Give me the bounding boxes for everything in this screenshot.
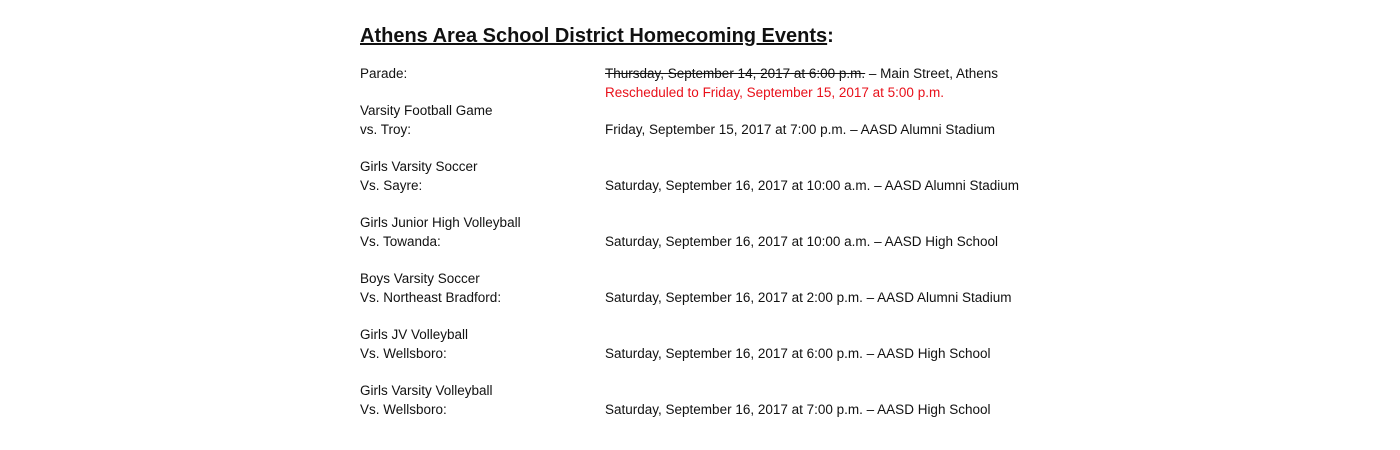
event-item bbox=[360, 381, 1060, 419]
event-title: Boys Varsity Soccer bbox=[360, 271, 480, 286]
page-title-text: Athens Area School District Homecoming Events bbox=[360, 25, 828, 47]
event-title: Girls Varsity Soccer bbox=[360, 159, 478, 174]
event-item bbox=[360, 157, 1060, 195]
event-item bbox=[360, 325, 1060, 363]
event-opponent: Vs. Towanda: bbox=[360, 234, 441, 249]
event-detail: Saturday, September 16, 2017 at 10:00 a.m. – AASD High School bbox=[605, 234, 998, 249]
cancelled-date: Thursday, September 14, 2017 at 6:00 p.m. bbox=[605, 66, 866, 81]
event-detail bbox=[605, 64, 998, 102]
event-opponent: Vs. Wellsboro: bbox=[360, 346, 447, 361]
page-title bbox=[360, 22, 1060, 50]
event-parade bbox=[360, 64, 1060, 100]
event-opponent: Vs. Wellsboro: bbox=[360, 402, 447, 417]
event-detail: Saturday, September 16, 2017 at 10:00 a.m. – AASD Alumni Stadium bbox=[605, 178, 1019, 193]
event-item bbox=[360, 101, 1060, 139]
event-title: Varsity Football Game bbox=[360, 103, 493, 118]
event-title: Girls Varsity Volleyball bbox=[360, 383, 493, 398]
event-location: – Main Street, Athens bbox=[865, 66, 998, 81]
document bbox=[360, 22, 1060, 437]
event-label: Parade: bbox=[360, 66, 408, 81]
rescheduled-note: Rescheduled to Friday, September 15, 2017 at 5:00 p.m. bbox=[605, 85, 944, 100]
event-item bbox=[360, 269, 1060, 307]
event-detail: Friday, September 15, 2017 at 7:00 p.m. – AASD Alumni Stadium bbox=[605, 122, 995, 137]
event-detail: Saturday, September 16, 2017 at 2:00 p.m. – AASD Alumni Stadium bbox=[605, 290, 1012, 305]
event-item bbox=[360, 213, 1060, 251]
event-opponent: Vs. Sayre: bbox=[360, 178, 423, 193]
event-opponent: vs. Troy: bbox=[360, 122, 412, 137]
page-title-colon: : bbox=[827, 25, 834, 47]
event-title: Girls Junior High Volleyball bbox=[360, 215, 521, 230]
event-title: Girls JV Volleyball bbox=[360, 327, 469, 342]
event-opponent: Vs. Northeast Bradford: bbox=[360, 290, 502, 305]
event-detail: Saturday, September 16, 2017 at 6:00 p.m. – AASD High School bbox=[605, 346, 991, 361]
event-detail: Saturday, September 16, 2017 at 7:00 p.m. – AASD High School bbox=[605, 402, 991, 417]
